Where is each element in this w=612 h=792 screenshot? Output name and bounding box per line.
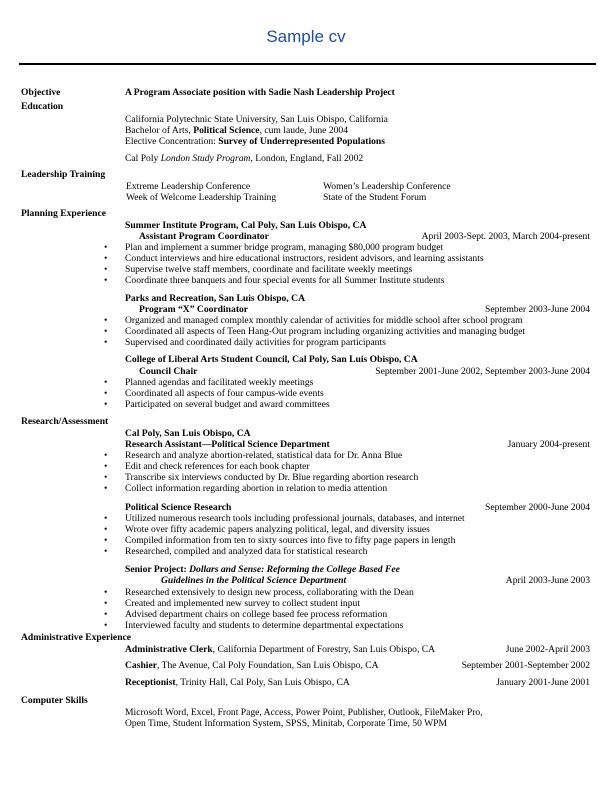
education-study-abroad: Cal Poly London Study Program, London, England, Fall 2002 bbox=[125, 153, 364, 164]
job-bullets bbox=[104, 315, 525, 348]
bullet-item: • Utilized numerous research tools including professional journals, databases, and internet bbox=[104, 513, 465, 524]
senior-project-dates: April 2003-June 2003 bbox=[505, 575, 590, 586]
psr-dates: September 2000-June 2004 bbox=[485, 502, 590, 513]
objective-heading: Objective bbox=[21, 87, 61, 98]
computer-skills-line: Microsoft Word, Excel, Front Page, Access, Power Point, Publisher, Outlook, FileMaker Pro, bbox=[125, 707, 483, 718]
bullet-item: • Supervise twelve staff members, coordinate and facilitate weekly meetings bbox=[104, 264, 484, 275]
bullet-item: • Coordinate three banquets and four special events for all Summer Institute students bbox=[104, 275, 484, 286]
psr-title: Political Science Research bbox=[125, 502, 232, 513]
bullet-item: • Created and implemented new survey to collect student input bbox=[104, 598, 414, 609]
admin-job: Administrative Clerk, California Department of Forestry, San Luis Obispo, CA bbox=[125, 644, 436, 655]
bullet-item: • Wrote over fifty academic papers analyzing political, legal, and diversity issues bbox=[104, 524, 465, 535]
bullet-item: • Edit and check references for each book chapter bbox=[104, 461, 418, 472]
senior-project-bullets bbox=[104, 587, 414, 631]
bullet-item: • Interviewed faculty and students to determine departmental expectations bbox=[104, 620, 414, 631]
education-school: California Polytechnic State University, San Luis Obispo, California bbox=[125, 114, 388, 125]
psr-bullets bbox=[104, 513, 465, 557]
computer-heading: Computer Skills bbox=[21, 695, 88, 706]
bullet-item: • Researched extensively to design new process, collaborating with the Dean bbox=[104, 587, 414, 598]
bullet-item: • Conduct interviews and hire educational instructors, resident advisors, and learning assistants bbox=[104, 253, 484, 264]
admin-job: Cashier, The Avenue, Cal Poly Foundation, San Luis Obispo, CA bbox=[125, 660, 379, 671]
leadership-item: Week of Welcome Leadership Training bbox=[126, 192, 277, 203]
bullet-item: • Transcribe six interviews conducted by Dr. Blue regarding abortion research bbox=[104, 472, 418, 483]
education-degree: Bachelor of Arts, Political Science, cum laude, June 2004 bbox=[125, 125, 349, 136]
job-dates: September 2001-June 2002, September 2003-June 2004 bbox=[375, 366, 590, 377]
job-role: Assistant Program Coordinator bbox=[139, 231, 269, 242]
bullet-item: • Coordinated all aspects of four campus-wide events bbox=[104, 388, 330, 399]
admin-job-dates: June 2002-April 2003 bbox=[505, 644, 590, 655]
leadership-item: State of the Student Forum bbox=[323, 192, 427, 203]
admin-heading: Administrative Experience bbox=[21, 632, 132, 643]
job-role: Council Chair bbox=[139, 366, 198, 377]
admin-job-dates: September 2001-September 2002 bbox=[461, 660, 590, 671]
bullet-item: • Organized and managed complex monthly calendar of activities for middle school after school program bbox=[104, 315, 525, 326]
education-heading: Education bbox=[21, 101, 64, 112]
bullet-item: • Supervised and coordinated daily activities for program participants bbox=[104, 337, 525, 348]
bullet-item: • Compiled information from ten to sixty sources into five to fifty page papers in length bbox=[104, 535, 465, 546]
leadership-item: Extreme Leadership Conference bbox=[126, 181, 251, 192]
bullet-item: • Collect information regarding abortion in relation to media attention bbox=[104, 483, 418, 494]
planning-heading: Planning Experience bbox=[21, 208, 107, 219]
job-org: Parks and Recreation, San Luis Obispo, CA bbox=[125, 293, 306, 304]
objective-text: A Program Associate position with Sadie Nash Leadership Project bbox=[125, 87, 395, 98]
bullet-item: • Planned agendas and facilitated weekly meetings bbox=[104, 377, 330, 388]
education-concentration: Elective Concentration: Survey of Underrepresented Populations bbox=[125, 136, 385, 147]
job-dates: September 2003-June 2004 bbox=[485, 304, 590, 315]
admin-job-dates: January 2001-June 2001 bbox=[496, 677, 590, 688]
job-bullets bbox=[104, 377, 330, 410]
computer-skills-line: Open Time, Student Information System, SPSS, Minitab, Corporate Time, 50 WPM bbox=[125, 718, 448, 729]
research-role-dates: January 2004-present bbox=[507, 439, 590, 450]
leadership-heading: Leadership Training bbox=[21, 169, 106, 180]
research-role-bullets bbox=[104, 450, 418, 494]
bullet-item: • Plan and implement a summer bridge program, managing $80,000 program budget bbox=[104, 242, 484, 253]
bullet-item: • Coordinated all aspects of Teen Hang-Out program including organizing activities and managing budget bbox=[104, 326, 525, 337]
job-dates: April 2003-Sept. 2003, March 2004-present bbox=[421, 231, 590, 242]
research-role: Research Assistant—Political Science Department bbox=[125, 439, 330, 450]
bullet-item: • Advised department chairs on college based fee process reformation bbox=[104, 609, 414, 620]
bullet-item: • Research and analyze abortion-related, statistical data for Dr. Anna Blue bbox=[104, 450, 418, 461]
job-role: Program “X” Coordinator bbox=[139, 304, 249, 315]
bullet-item: • Participated on several budget and award committees bbox=[104, 399, 330, 410]
bullet-item: • Researched, compiled and analyzed data for statistical research bbox=[104, 546, 465, 557]
job-org: College of Liberal Arts Student Council, Cal Poly, San Luis Obispo, CA bbox=[125, 354, 418, 365]
senior-project-title-cont: Guidelines in the Political Science Department bbox=[161, 575, 347, 586]
document-title: Sample cv bbox=[266, 27, 346, 46]
title-divider bbox=[19, 63, 596, 65]
research-heading: Research/Assessment bbox=[21, 416, 109, 427]
research-org: Cal Poly, San Luis Obispo, CA bbox=[125, 428, 251, 439]
admin-job: Receptionist, Trinity Hall, Cal Poly, San Luis Obispo, CA bbox=[125, 677, 350, 688]
job-org: Summer Institute Program, Cal Poly, San Luis Obispo, CA bbox=[125, 220, 367, 231]
leadership-item: Women’s Leadership Conference bbox=[323, 181, 451, 192]
job-bullets bbox=[104, 242, 484, 286]
senior-project-title: Senior Project: Dollars and Sense: Reforming the College Based Fee bbox=[125, 564, 400, 575]
